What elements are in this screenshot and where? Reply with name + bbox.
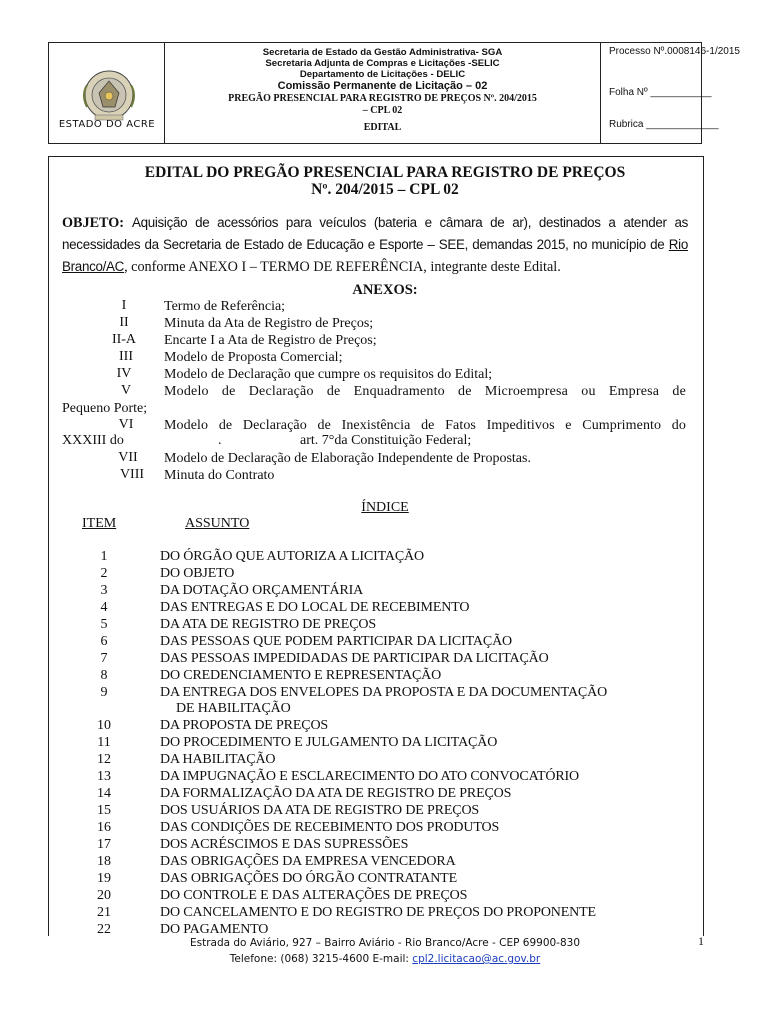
anexo-text-continuation: .	[218, 433, 222, 448]
header-secretaria-line: Secretaria de Estado da Gestão Administrativa- SGA	[262, 47, 503, 58]
indice-row-text: DAS CONDIÇÕES DE RECEBIMENTO DOS PRODUTOS	[160, 820, 500, 835]
objeto-label: OBJETO:	[62, 215, 125, 231]
indice-row-text: DAS ENTREGAS E DO LOCAL DE RECEBIMENTO	[160, 600, 470, 615]
indice-row-number: 19	[97, 871, 111, 886]
header-pregao-line1: PREGÃO PRESENCIAL PARA REGISTRO DE PREÇOS Nº. 204/2015	[228, 93, 537, 104]
indice-row-text: DA FORMALIZAÇÃO DA ATA DE REGISTRO DE PREÇOS	[160, 786, 512, 801]
header-logo-cell	[49, 43, 165, 143]
anexo-text: Encarte I a Ata de Registro de Preços;	[164, 333, 377, 348]
indice-row-number: 3	[100, 583, 108, 598]
header-secretaria-adjunta-line: Secretaria Adjunta de Compras e Licitações -SELIC	[265, 58, 500, 69]
indice-row-number: 14	[97, 786, 111, 801]
anexo-text: Minuta do Contrato	[164, 468, 275, 483]
header-process-cell	[601, 43, 740, 143]
indice-row-text: DA HABILITAÇÃO	[160, 752, 276, 767]
anexo-text-continuation: XXXIII do	[62, 433, 124, 448]
anexo-text: Modelo de Declaração de Enquadramento de Microempresa ou Empresa de	[164, 384, 686, 399]
indice-row-text: DA DOTAÇÃO ORÇAMENTÁRIA	[160, 583, 364, 598]
indice-row-number: 16	[97, 820, 111, 835]
indice-title: ÍNDICE	[361, 500, 409, 515]
indice-row-number: 22	[97, 922, 111, 937]
header-departamento-line: Departamento de Licitações - DELIC	[299, 69, 466, 80]
indice-row-number: 2	[100, 566, 108, 581]
indice-row-text: DAS PESSOAS QUE PODEM PARTICIPAR DA LICITAÇÃO	[160, 634, 512, 649]
header-edital: EDITAL	[363, 122, 402, 133]
indice-row-number: 10	[97, 718, 111, 733]
anexo-text: Modelo de Proposta Comercial;	[164, 350, 343, 365]
indice-row-text: DO CONTROLE E DAS ALTERAÇÕES DE PREÇOS	[160, 888, 468, 903]
indice-row-text: DA PROPOSTA DE PREÇOS	[160, 718, 329, 733]
indice-row-number: 11	[97, 735, 111, 750]
anexo-number: III	[119, 349, 133, 364]
footer-address: Estrada do Aviário, 927 – Bairro Aviário - Rio Branco/Acre - CEP 69900-830	[189, 937, 581, 949]
indice-row-number: 12	[97, 752, 111, 767]
anexo-text: Modelo de Declaração que cumpre os requisitos do Edital;	[164, 367, 493, 382]
indice-row-text: DAS OBRIGAÇÕES DA EMPRESA VENCEDORA	[160, 854, 456, 869]
state-label: ESTADO DO ACRE	[58, 119, 156, 130]
anexo-number: V	[120, 383, 132, 398]
indice-row-text: DO ÓRGÃO QUE AUTORIZA A LICITAÇÃO	[160, 549, 424, 564]
rubrica-field: Rubrica _____________	[609, 119, 719, 130]
indice-row-text: DOS USUÁRIOS DA ATA DE REGISTRO DE PREÇOS	[160, 803, 480, 818]
indice-row-text: DOS ACRÉSCIMOS E DAS SUPRESSÕES	[160, 837, 409, 852]
objeto-text: Aquisição de acessórios para veículos (bateria e câmara de ar), destinados a atender as necessidades da Secretaria de Estado de Educação e Esporte – SEE, demandas 2015, no município de	[62, 215, 688, 252]
objeto-paragraph	[62, 212, 688, 278]
indice-row-text: DA IMPUGNAÇÃO E ESCLARECIMENTO DO ATO CONVOCATÓRIO	[160, 769, 580, 784]
anexo-number: II	[119, 315, 129, 330]
anexo-text: Modelo de Declaração de Inexistência de Fatos Impeditivos e Cumprimento do	[164, 418, 686, 433]
anexo-number: VIII	[119, 467, 145, 482]
indice-row-number: 6	[100, 634, 108, 649]
anexo-number: IV	[116, 366, 132, 381]
indice-row-number: 4	[100, 600, 108, 615]
indice-row-text: DO PAGAMENTO	[160, 922, 269, 937]
header-commission: Comissão Permanente de Licitação – 02	[277, 80, 488, 92]
indice-col-item: ITEM	[82, 516, 117, 531]
document-title: EDITAL DO PREGÃO PRESENCIAL PARA REGISTRO DE PREÇOS	[144, 164, 626, 181]
indice-row-number: 17	[97, 837, 111, 852]
footer-email-link[interactable]: cpl2.licitacao@ac.gov.br	[412, 953, 541, 965]
indice-col-assunto: ASSUNTO	[185, 516, 250, 531]
objeto-city: Rio Branco/AC	[62, 237, 688, 274]
indice-row-number: 13	[97, 769, 111, 784]
anexo-text: Modelo de Declaração de Elaboração Independente de Propostas.	[164, 451, 531, 466]
document-subtitle: Nº. 204/2015 – CPL 02	[311, 181, 459, 198]
indice-row-number: 5	[100, 617, 108, 632]
indice-row-text: DO CREDENCIAMENTO E REPRESENTAÇÃO	[160, 668, 442, 683]
indice-row-text-continuation: DE HABILITAÇÃO	[176, 701, 291, 716]
page-number: 1	[698, 934, 704, 948]
indice-row-number: 8	[100, 668, 108, 683]
anexos-title: ANEXOS:	[352, 282, 418, 298]
indice-row-text: DO PROCEDIMENTO E JULGAMENTO DA LICITAÇÃO	[160, 735, 498, 750]
processo-number: Processo Nº.0008146-1/2015	[609, 46, 740, 57]
indice-row-number: 15	[97, 803, 111, 818]
anexo-text-continuation: Pequeno Porte;	[62, 401, 148, 416]
indice-row-number: 20	[97, 888, 111, 903]
objeto-text-end: , conforme ANEXO I – TERMO DE REFERÊNCIA, integrante deste Edital.	[124, 259, 561, 275]
anexo-number: VII	[118, 450, 138, 465]
indice-row-number: 7	[100, 651, 108, 666]
anexo-text: Termo de Referência;	[164, 299, 286, 314]
anexo-number: VI	[118, 417, 134, 432]
folha-field: Folha Nº ___________	[609, 87, 712, 98]
header-title-cell	[165, 43, 601, 143]
footer-phone: Telefone: (068) 3215-4600 E-mail:	[229, 953, 409, 965]
indice-row-text: DA ENTREGA DOS ENVELOPES DA PROPOSTA E DA DOCUMENTAÇÃO	[160, 685, 608, 700]
header-pregao-line2: – CPL 02	[362, 105, 403, 116]
document-header	[48, 42, 740, 144]
indice-row-text: DA ATA DE REGISTRO DE PREÇOS	[160, 617, 376, 632]
indice-row-text: DO CANCELAMENTO E DO REGISTRO DE PREÇOS DO PROPONENTE	[160, 905, 596, 920]
footer-contact	[0, 953, 770, 965]
anexo-text: Minuta da Ata de Registro de Preços;	[164, 316, 374, 331]
indice-row-number: 18	[97, 854, 111, 869]
indice-row-number: 1	[100, 549, 108, 564]
anexo-text-continuation: art. 7°da Constituição Federal;	[300, 433, 472, 448]
indice-row-text: DAS OBRIGAÇÕES DO ÓRGÃO CONTRATANTE	[160, 871, 457, 886]
anexo-number: I	[121, 298, 127, 313]
indice-row-text: DAS PESSOAS IMPEDIDADAS DE PARTICIPAR DA LICITAÇÃO	[160, 651, 549, 666]
anexo-number: II-A	[111, 332, 137, 347]
indice-row-number: 21	[97, 905, 111, 920]
indice-row-text: DO OBJETO	[160, 566, 235, 581]
indice-row-number: 9	[100, 685, 108, 700]
